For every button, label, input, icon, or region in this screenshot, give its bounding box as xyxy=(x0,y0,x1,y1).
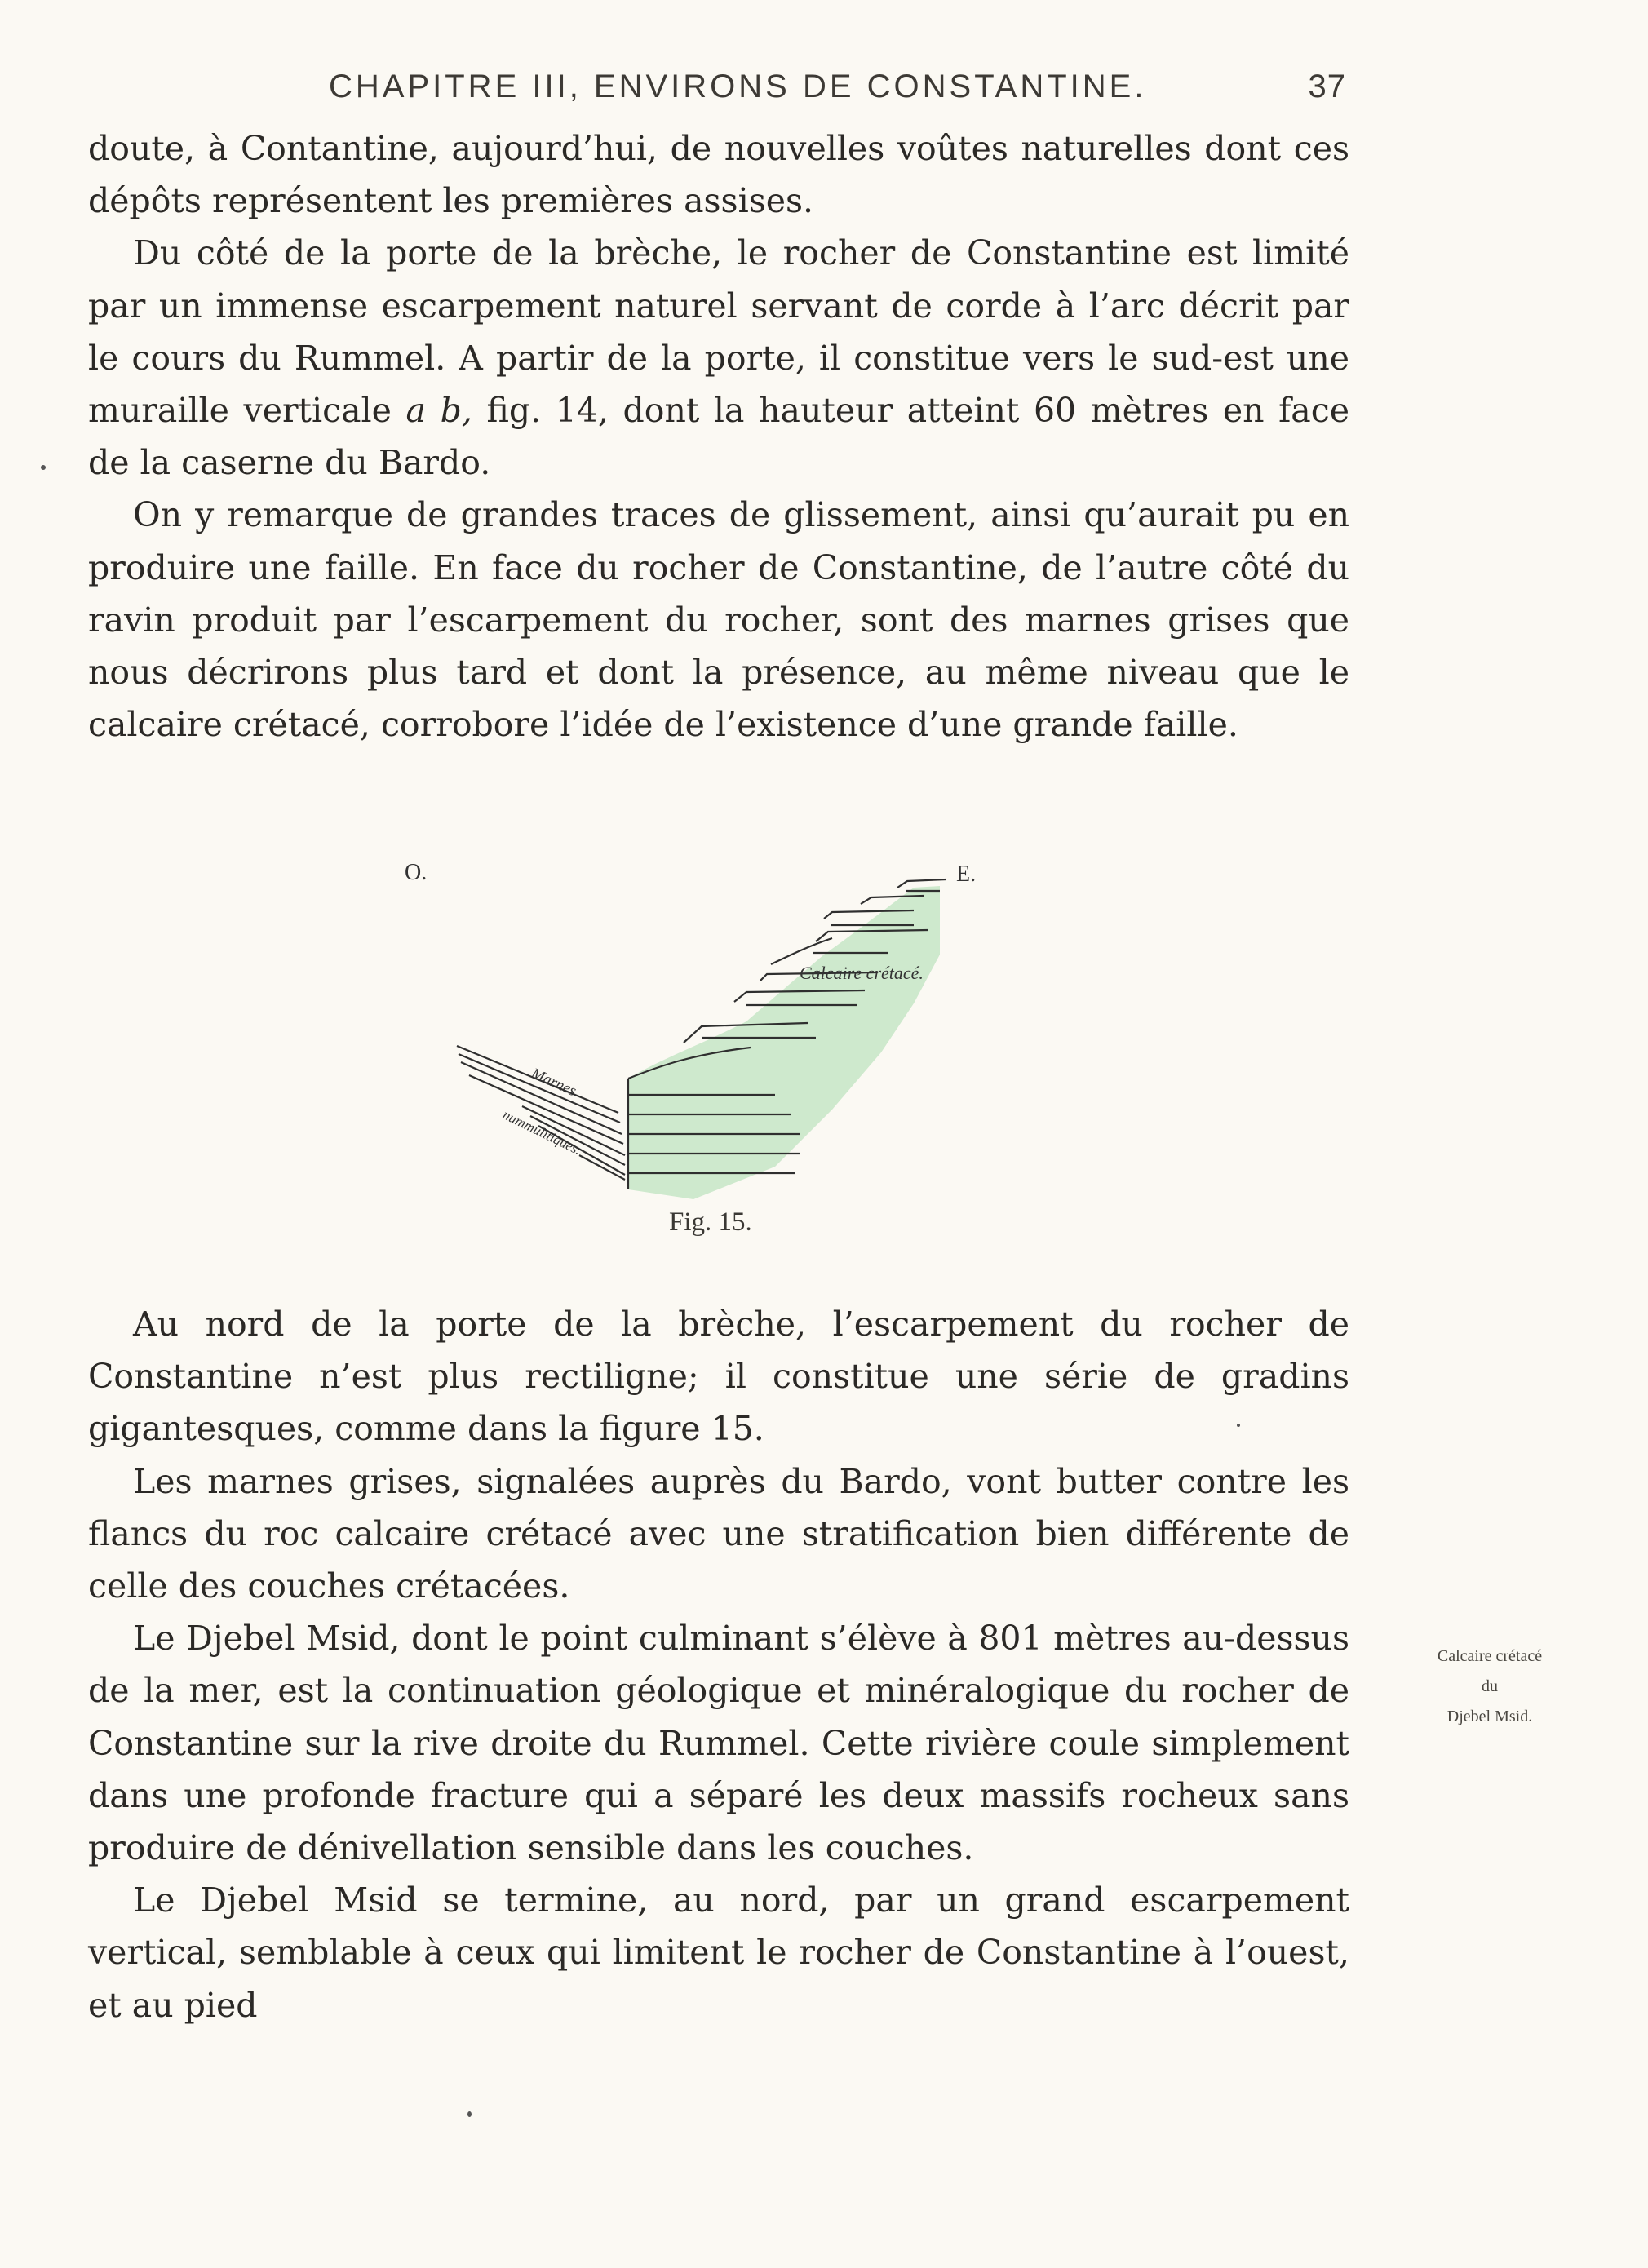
paragraph-text: fig. 14, dont la hauteur atteint 60 mètres en face de la caserne du Bardo. xyxy=(88,391,1349,483)
paragraph: Les marnes grises, signalées auprès du Bardo, vont butter contre les flancs du roc calcaire crétacé avec une stratification bien différente de celle des couches crétacées. xyxy=(88,1461,1349,1606)
figure-reference-letters: a b, xyxy=(405,391,472,431)
margin-note-line: Djebel Msid. xyxy=(1446,1708,1533,1725)
label-west: O. xyxy=(405,860,428,885)
margin-note-line: Calcaire crétacé xyxy=(1437,1647,1543,1665)
label-marnes: Marnes xyxy=(528,1065,579,1101)
paper-speck xyxy=(1237,1424,1240,1427)
paper-speck xyxy=(41,465,46,470)
paragraph: Le Djebel Msid se termine, au nord, par un grand escarpement vertical, semblable à ceux qui limitent le rocher de Constantine à l’ouest, et au pied xyxy=(88,1880,1349,2025)
calcaire-fill xyxy=(628,886,940,1199)
paper-speck xyxy=(467,2111,472,2117)
running-head xyxy=(88,69,1349,117)
chapter-title: CHAPITRE III, ENVIRONS DE CONSTANTINE. xyxy=(329,69,1147,104)
text-block-top xyxy=(88,122,1349,751)
paragraph: Le Djebel Msid, dont le point culminant s’élève à 801 mètres au-dessus de la mer, est la continuation géologique et minéralogique du rocher de Constantine sur la rive droite du Rummel. Cette rivière coule simplement dans une profonde fracture qui a séparé les deux massifs rocheux sans produire de dénivellation sensible dans les couches. xyxy=(88,1619,1349,1868)
cross-section-diagram xyxy=(405,840,1077,1265)
figure-caption: Fig. 15. xyxy=(669,1207,752,1237)
paragraph: doute, à Contantine, aujourd’hui, de nouvelles voûtes naturelles dont ces dépôts représentent les premières assises. xyxy=(88,129,1349,221)
text-block-bottom xyxy=(88,1298,1349,2031)
paragraph: Au nord de la porte de la brèche, l’escarpement du rocher de Constantine n’est plus rectiligne; il constitue une série de gradins gigantesques, comme dans la figure 15. xyxy=(88,1305,1349,1449)
page-number: 37 xyxy=(1308,69,1346,104)
paragraph xyxy=(88,227,1349,489)
label-nummulitiques: nummulitiques. xyxy=(500,1106,584,1158)
margin-note-line: du xyxy=(1482,1677,1498,1695)
geological-figure xyxy=(405,840,1077,1265)
label-east: E. xyxy=(956,862,977,887)
paragraph-text: Du côté de la porte de la brèche, le rocher de Constantine est limité par un immense escarpement naturel servant de corde à l’arc décrit par le cours du Rummel. A partir de la porte, il constitue vers le sud-est une muraille verticale xyxy=(88,233,1349,431)
margin-note xyxy=(1408,1641,1571,1732)
label-calcaire: Calcaire crétacé. xyxy=(800,963,924,983)
paragraph: On y remarque de grandes traces de glissement, ainsi qu’aurait pu en produire une faille. En face du rocher de Constantine, de l’autre côté du ravin produit par l’escarpement du rocher, sont des marnes grises que nous décrirons plus tard et dont la présence, au même niveau que le calcaire crétacé, corrobore l’idée de l’existence d’une grande faille. xyxy=(88,495,1349,745)
